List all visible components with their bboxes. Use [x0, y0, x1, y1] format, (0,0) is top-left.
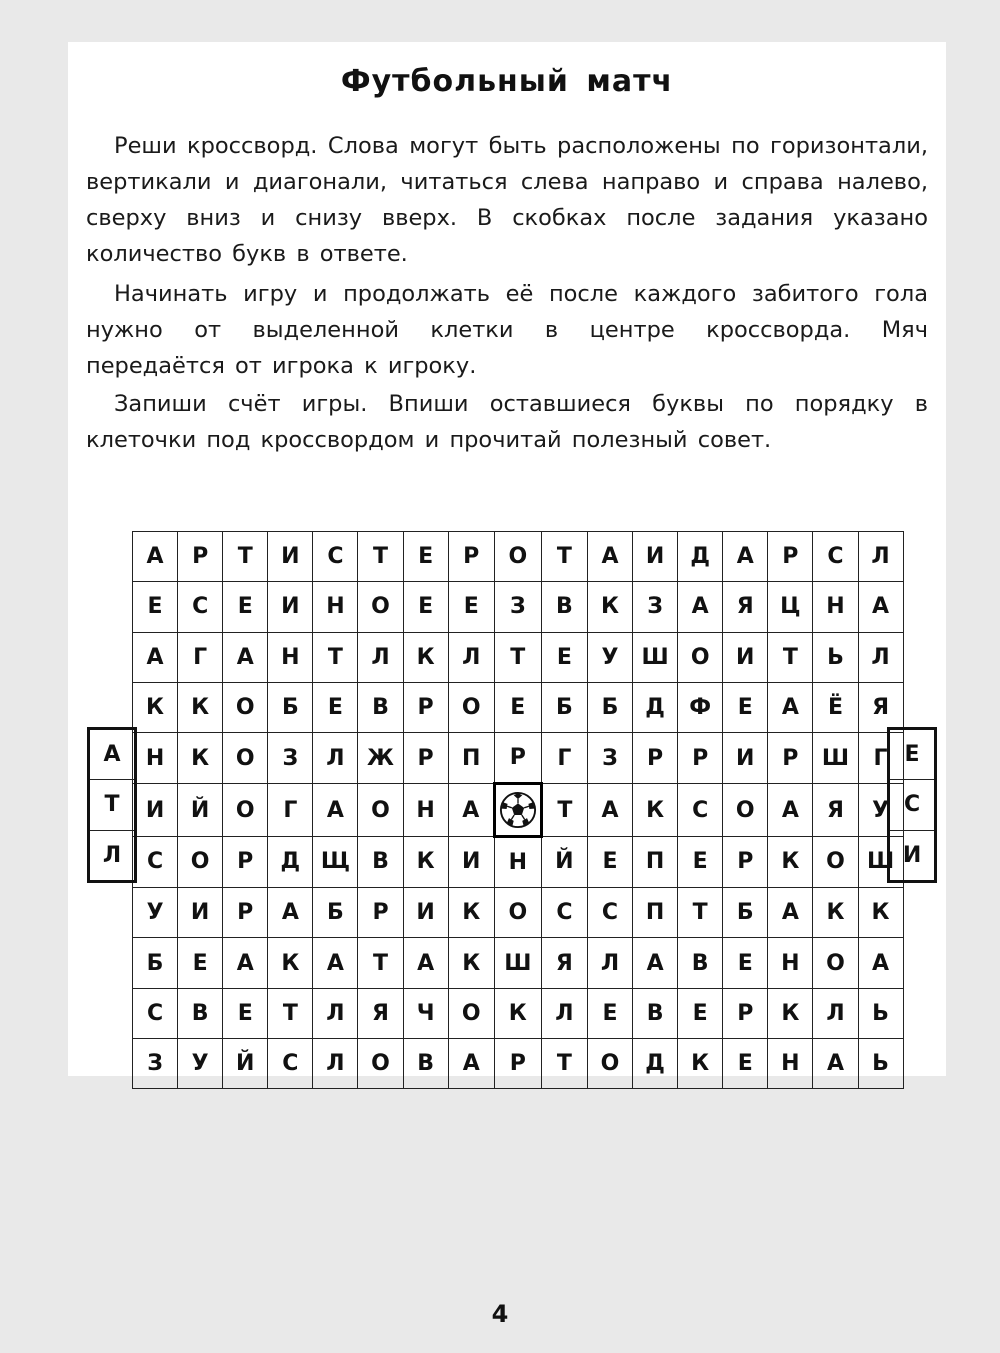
grid-cell[interactable]: О	[223, 784, 268, 836]
soccer-ball-icon	[499, 791, 537, 829]
grid-cell[interactable]: Л	[858, 632, 903, 682]
grid-cell[interactable]: С	[268, 1038, 313, 1088]
grid-cell[interactable]: В	[678, 938, 723, 988]
grid-cell[interactable]: Н	[268, 632, 313, 682]
grid-cell[interactable]: Ж	[358, 733, 403, 784]
grid-cell[interactable]: Ш	[494, 938, 541, 988]
grid-cell[interactable]: А	[587, 532, 632, 582]
grid-cell[interactable]: Е	[448, 582, 494, 632]
grid-cell[interactable]: Н	[494, 836, 541, 887]
grid-cell[interactable]: Л	[313, 1038, 358, 1088]
grid-cell[interactable]: У	[858, 784, 903, 836]
grid-cell[interactable]: Я	[858, 682, 903, 732]
right-goal-cell[interactable]: С	[889, 780, 936, 830]
grid-cell[interactable]: Б	[541, 682, 587, 732]
grid-cell[interactable]: Е	[723, 682, 768, 732]
grid-cell[interactable]: К	[813, 888, 858, 938]
grid-cell[interactable]: К	[858, 888, 903, 938]
grid-cell[interactable]: Е	[723, 938, 768, 988]
grid-cell[interactable]: Р	[448, 532, 494, 582]
grid-cell[interactable]: Н	[133, 733, 178, 784]
goal-row	[89, 780, 136, 830]
grid-cell[interactable]: Д	[268, 836, 313, 887]
grid-cell[interactable]: В	[633, 988, 678, 1038]
grid-cell[interactable]: Ё	[813, 682, 858, 732]
grid-cell[interactable]: Р	[178, 532, 223, 582]
grid-cell[interactable]: З	[133, 1038, 178, 1088]
grid-cell[interactable]: Л	[313, 733, 358, 784]
grid-cell[interactable]: В	[541, 582, 587, 632]
grid-cell[interactable]: А	[223, 632, 268, 682]
right-goal-cell[interactable]: И	[889, 830, 936, 881]
grid-cell[interactable]: Т	[768, 632, 813, 682]
grid-cell[interactable]: Й	[223, 1038, 268, 1088]
grid-cell[interactable]: Т	[313, 632, 358, 682]
grid-cell[interactable]: У	[587, 632, 632, 682]
grid-cell[interactable]: О	[587, 1038, 632, 1088]
grid-cell[interactable]: Я	[541, 938, 587, 988]
goal-row	[89, 729, 136, 780]
grid-cell[interactable]: Ш	[633, 632, 678, 682]
grid-cell[interactable]: С	[541, 888, 587, 938]
grid-cell[interactable]: Е	[223, 582, 268, 632]
grid-cell[interactable]: О	[678, 632, 723, 682]
grid-cell[interactable]: Т	[494, 632, 541, 682]
grid-cell[interactable]: Р	[723, 988, 768, 1038]
grid-cell[interactable]: Й	[178, 784, 223, 836]
grid-cell[interactable]: Т	[358, 532, 403, 582]
grid-row	[133, 938, 904, 988]
grid-cell[interactable]: Т	[541, 532, 587, 582]
grid-cell[interactable]: С	[587, 888, 632, 938]
grid-cell[interactable]: О	[223, 733, 268, 784]
grid-cell[interactable]: И	[268, 532, 313, 582]
grid-cell[interactable]: Р	[403, 682, 448, 732]
grid-cell[interactable]: А	[268, 888, 313, 938]
grid-cell[interactable]: С	[133, 988, 178, 1038]
center-start-cell[interactable]	[494, 784, 541, 836]
grid-cell[interactable]: Ч	[403, 988, 448, 1038]
grid-cell[interactable]: С	[678, 784, 723, 836]
page-title: Футбольный матч	[340, 64, 674, 99]
grid-cell[interactable]: О	[723, 784, 768, 836]
grid-cell[interactable]: Т	[541, 1038, 587, 1088]
grid-cell[interactable]: Е	[403, 582, 448, 632]
grid-cell[interactable]: В	[358, 682, 403, 732]
grid-cell[interactable]: К	[448, 938, 494, 988]
grid-cell[interactable]: Е	[313, 682, 358, 732]
grid-cell[interactable]: Р	[403, 733, 448, 784]
grid-cell[interactable]: Р	[223, 888, 268, 938]
grid-cell[interactable]: О	[448, 988, 494, 1038]
grid-cell[interactable]: И	[403, 888, 448, 938]
grid-cell[interactable]: Т	[358, 938, 403, 988]
right-goal-cell[interactable]: Е	[889, 729, 936, 780]
grid-cell[interactable]: Г	[541, 733, 587, 784]
grid-cell[interactable]: Н	[813, 582, 858, 632]
grid-cell[interactable]: Л	[541, 988, 587, 1038]
grid-cell[interactable]: А	[768, 682, 813, 732]
grid-cell[interactable]: Н	[313, 582, 358, 632]
grid-cell[interactable]: А	[448, 784, 494, 836]
grid-cell[interactable]: А	[587, 784, 632, 836]
grid-row	[133, 582, 904, 632]
grid-cell[interactable]: К	[768, 988, 813, 1038]
grid-cell[interactable]: О	[813, 836, 858, 887]
grid-cell[interactable]: К	[268, 938, 313, 988]
grid-cell[interactable]: Й	[541, 836, 587, 887]
grid-cell[interactable]: О	[448, 682, 494, 732]
grid-cell[interactable]: О	[358, 1038, 403, 1088]
grid-cell[interactable]: И	[633, 532, 678, 582]
grid-cell[interactable]: О	[813, 938, 858, 988]
grid-cell[interactable]: Л	[858, 532, 903, 582]
grid-cell[interactable]: И	[178, 888, 223, 938]
grid-cell[interactable]: Н	[403, 784, 448, 836]
grid-cell[interactable]: А	[813, 1038, 858, 1088]
grid-cell[interactable]: Р	[358, 888, 403, 938]
grid-row	[133, 888, 904, 938]
grid-cell[interactable]: П	[448, 733, 494, 784]
grid-cell[interactable]: З	[494, 582, 541, 632]
grid-cell[interactable]: И	[268, 582, 313, 632]
grid-cell[interactable]: К	[587, 582, 632, 632]
grid-cell[interactable]: А	[133, 632, 178, 682]
grid-row	[133, 632, 904, 682]
grid-row	[133, 733, 904, 784]
grid-cell[interactable]: А	[768, 784, 813, 836]
grid-cell[interactable]: К	[178, 733, 223, 784]
grid-cell[interactable]: С	[313, 532, 358, 582]
grid-cell[interactable]: Б	[313, 888, 358, 938]
grid-cell[interactable]: Д	[678, 532, 723, 582]
grid-cell[interactable]: И	[448, 836, 494, 887]
grid-cell[interactable]: З	[268, 733, 313, 784]
grid-cell[interactable]: А	[858, 582, 903, 632]
grid-cell[interactable]: Р	[223, 836, 268, 887]
grid-cell[interactable]: Р	[494, 733, 541, 784]
grid-cell[interactable]: К	[178, 682, 223, 732]
grid-cell[interactable]: Ь	[858, 988, 903, 1038]
grid-cell[interactable]: Я	[813, 784, 858, 836]
grid-cell[interactable]: О	[358, 582, 403, 632]
grid-cell[interactable]: Д	[633, 682, 678, 732]
grid-cell[interactable]: А	[678, 582, 723, 632]
grid-cell[interactable]: Г	[178, 632, 223, 682]
goal-row	[89, 830, 136, 881]
grid-row	[133, 784, 904, 836]
grid-cell[interactable]: Б	[133, 938, 178, 988]
grid-row	[133, 532, 904, 582]
grid-cell[interactable]: Б	[587, 682, 632, 732]
grid-cell[interactable]: Р	[633, 733, 678, 784]
grid-cell[interactable]: П	[633, 836, 678, 887]
left-goal-cell[interactable]: А	[89, 729, 136, 780]
grid-cell[interactable]: Е	[678, 836, 723, 887]
grid-cell[interactable]: А	[633, 938, 678, 988]
grid-cell[interactable]: А	[223, 938, 268, 988]
grid-cell[interactable]: К	[633, 784, 678, 836]
rules-paragraph: Начинать игру и продолжать её после каждого забитого гола нужно от выделенной клетки в центре кроссворда. Мяч передаётся от игрока к игроку.	[86, 281, 928, 379]
grid-cell[interactable]: Т	[223, 532, 268, 582]
grid-cell[interactable]: Я	[723, 582, 768, 632]
grid-cell[interactable]: Н	[768, 938, 813, 988]
grid-cell[interactable]: О	[494, 888, 541, 938]
grid-cell[interactable]: Д	[633, 1038, 678, 1088]
grid-cell[interactable]: А	[768, 888, 813, 938]
goal-row	[889, 780, 936, 830]
grid-cell[interactable]: Т	[678, 888, 723, 938]
grid-cell[interactable]: З	[633, 582, 678, 632]
grid-cell[interactable]: А	[133, 532, 178, 582]
grid-cell[interactable]: Е	[223, 988, 268, 1038]
grid-cell[interactable]: З	[587, 733, 632, 784]
task-paragraph: Запиши счёт игры. Впиши оставшиеся буквы по порядку в клеточки под кроссвордом и прочитай полезный совет.	[86, 391, 928, 453]
grid-cell[interactable]: Л	[313, 988, 358, 1038]
grid-cell[interactable]: Ц	[768, 582, 813, 632]
grid-cell[interactable]: В	[358, 836, 403, 887]
grid-cell[interactable]: Е	[678, 988, 723, 1038]
grid-row	[133, 682, 904, 732]
grid-cell[interactable]: А	[723, 532, 768, 582]
grid-cell[interactable]: Е	[133, 582, 178, 632]
grid-cell[interactable]: Е	[403, 532, 448, 582]
grid-cell[interactable]: А	[403, 938, 448, 988]
grid-cell[interactable]: Ш	[858, 836, 903, 887]
grid-cell[interactable]: Е	[541, 632, 587, 682]
grid-cell[interactable]: И	[723, 733, 768, 784]
grid-cell[interactable]: Р	[768, 532, 813, 582]
grid-cell[interactable]: Е	[723, 1038, 768, 1088]
grid-cell[interactable]: А	[448, 1038, 494, 1088]
grid-cell[interactable]: А	[858, 938, 903, 988]
grid-cell[interactable]: Е	[587, 988, 632, 1038]
grid-cell[interactable]: К	[133, 682, 178, 732]
grid-cell[interactable]: П	[633, 888, 678, 938]
grid-cell[interactable]: К	[403, 836, 448, 887]
goal-row	[889, 830, 936, 881]
grid-cell[interactable]: У	[178, 1038, 223, 1088]
grid-row	[133, 988, 904, 1038]
left-goal-cell[interactable]: Л	[89, 830, 136, 881]
grid-cell[interactable]: Ь	[813, 632, 858, 682]
grid-cell[interactable]: И	[723, 632, 768, 682]
grid-cell[interactable]: Л	[358, 632, 403, 682]
grid-cell[interactable]: Л	[813, 988, 858, 1038]
grid-cell[interactable]: К	[494, 988, 541, 1038]
grid-cell[interactable]: Б	[268, 682, 313, 732]
grid-cell[interactable]: В	[178, 988, 223, 1038]
grid-cell[interactable]: К	[768, 836, 813, 887]
goal-row	[889, 729, 936, 780]
grid-cell[interactable]: Б	[723, 888, 768, 938]
grid-cell[interactable]: У	[133, 888, 178, 938]
grid-cell[interactable]: В	[403, 1038, 448, 1088]
grid-cell[interactable]: О	[178, 836, 223, 887]
grid-cell[interactable]: К	[448, 888, 494, 938]
grid-cell[interactable]: Л	[587, 938, 632, 988]
grid-cell[interactable]: А	[313, 938, 358, 988]
grid-cell[interactable]: Е	[494, 682, 541, 732]
page-number: 4	[491, 1300, 509, 1328]
grid-cell[interactable]: С	[813, 532, 858, 582]
grid-row	[133, 836, 904, 887]
grid-cell[interactable]: Р	[678, 733, 723, 784]
grid-cell[interactable]: Р	[768, 733, 813, 784]
grid-cell[interactable]: С	[133, 836, 178, 887]
grid-cell[interactable]: Т	[541, 784, 587, 836]
grid-cell[interactable]: Я	[358, 988, 403, 1038]
grid-cell[interactable]: Щ	[313, 836, 358, 887]
left-goal-cell[interactable]: Т	[89, 780, 136, 830]
grid-cell[interactable]: Е	[587, 836, 632, 887]
grid-cell[interactable]: Р	[494, 1038, 541, 1088]
grid-cell[interactable]: О	[223, 682, 268, 732]
grid-cell[interactable]: О	[494, 532, 541, 582]
instructions-paragraph: Реши кроссворд. Слова могут быть расположены по горизонтали, вертикали и диагонали, читаться слева направо и справа налево, сверху вниз и снизу вверх. В скобках после задания указано количество букв в ответе.	[86, 133, 928, 267]
grid-cell[interactable]: К	[403, 632, 448, 682]
grid-cell[interactable]: Ш	[813, 733, 858, 784]
grid-cell[interactable]: К	[678, 1038, 723, 1088]
grid-cell[interactable]: Г	[268, 784, 313, 836]
grid-cell[interactable]: Е	[178, 938, 223, 988]
grid-cell[interactable]: Ф	[678, 682, 723, 732]
grid-cell[interactable]: И	[133, 784, 178, 836]
grid-cell[interactable]: С	[178, 582, 223, 632]
grid-cell[interactable]: Т	[268, 988, 313, 1038]
right-goal	[887, 727, 937, 883]
grid-cell[interactable]: А	[313, 784, 358, 836]
grid-cell[interactable]: Г	[858, 733, 903, 784]
grid-cell[interactable]: Л	[448, 632, 494, 682]
grid-cell[interactable]: Ь	[858, 1038, 903, 1088]
grid-cell[interactable]: Р	[723, 836, 768, 887]
grid-row	[133, 1038, 904, 1088]
grid-cell[interactable]: Н	[768, 1038, 813, 1088]
grid-cell[interactable]: О	[358, 784, 403, 836]
crossword-grid	[132, 531, 904, 1089]
left-goal	[87, 727, 137, 883]
